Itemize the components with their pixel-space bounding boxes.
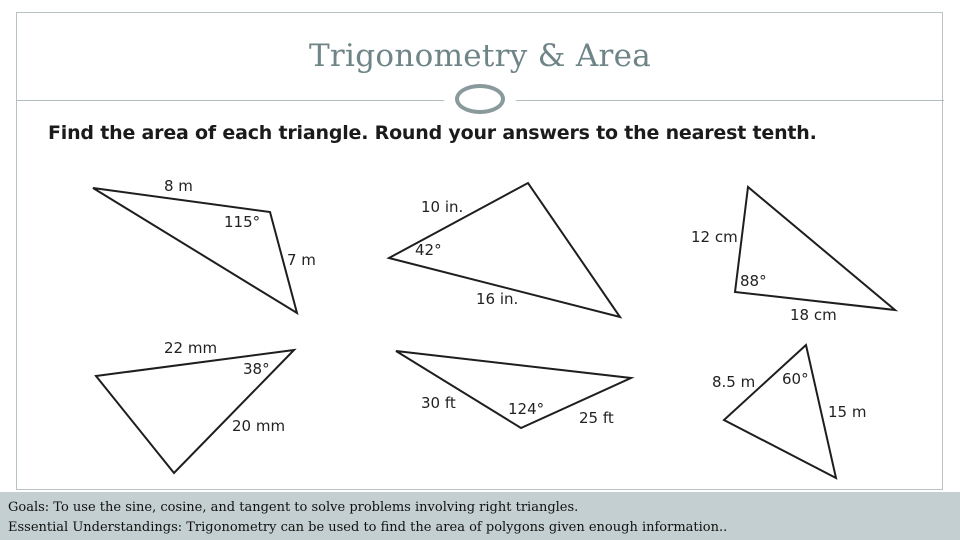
worksheet-instruction: Find the area of each triangle. Round your answers to the nearest tenth. — [48, 122, 817, 144]
triangle-2-angle: 42° — [415, 241, 442, 259]
triangle-1-angle: 115° — [224, 213, 261, 231]
triangle-3-side-a: 12 cm — [691, 228, 738, 246]
triangle-6-side-b: 15 m — [828, 403, 867, 421]
triangle-4-side-b: 20 mm — [232, 417, 286, 435]
slide-title: Trigonometry & Area — [308, 38, 652, 74]
triangle-4-angle: 38° — [243, 360, 270, 378]
triangle-5-angle: 124° — [508, 400, 545, 418]
triangle-6-shape — [724, 345, 836, 478]
triangle-6 — [712, 345, 866, 478]
triangle-4-side-a: 22 mm — [164, 339, 218, 357]
triangle-6-angle: 60° — [782, 370, 809, 388]
footer-goals-bar — [0, 492, 960, 540]
triangle-1-side-b: 7 m — [287, 251, 316, 269]
triangle-4 — [96, 339, 294, 473]
triangle-5-side-b: 25 ft — [579, 409, 614, 427]
triangle-2-side-a: 10 in. — [421, 198, 464, 216]
triangle-1 — [93, 177, 316, 313]
triangle-5 — [396, 351, 631, 428]
footer-goals: Goals: To use the sine, cosine, and tangent to solve problems involving right triangles. — [8, 500, 579, 515]
triangle-1-shape — [93, 188, 297, 313]
triangle-3 — [691, 187, 895, 324]
triangle-6-side-a: 8.5 m — [712, 373, 756, 391]
triangle-2 — [389, 183, 620, 317]
triangle-1-side-a: 8 m — [164, 177, 193, 195]
footer-essential-understandings: Essential Understandings: Trigonometry can be used to find the area of polygons given enough information.. — [8, 520, 728, 535]
triangle-5-side-a: 30 ft — [421, 394, 456, 412]
triangle-3-shape — [735, 187, 895, 310]
triangle-3-side-b: 18 cm — [790, 306, 837, 324]
triangle-3-angle: 88° — [740, 272, 767, 290]
triangle-2-side-b: 16 in. — [476, 290, 519, 308]
